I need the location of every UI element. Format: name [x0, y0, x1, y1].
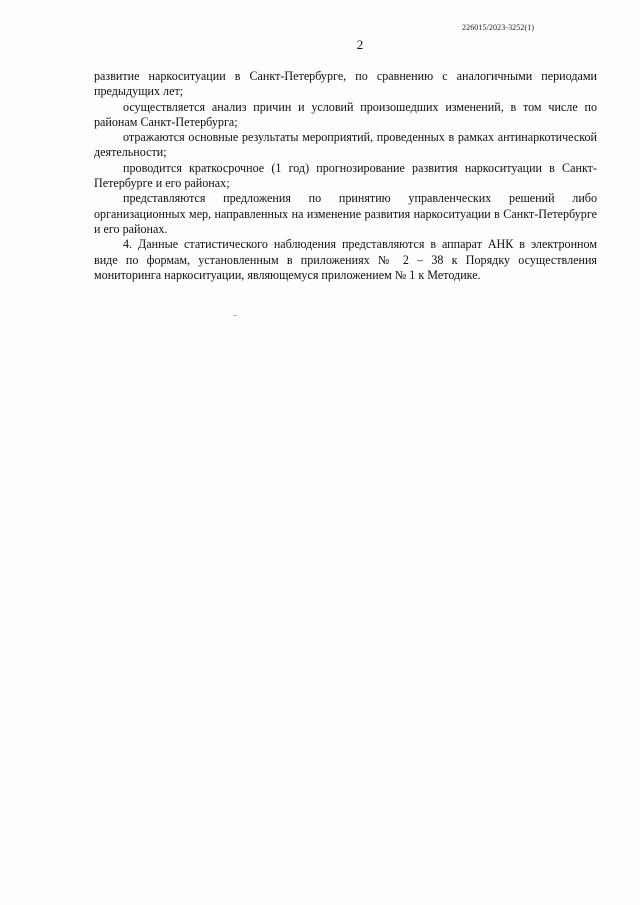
paragraph-analysis-causes: осуществляется анализ причин и условий произошедших изменений, в том числе по районам Санкт-Петербурга; [94, 99, 597, 129]
page-number: 2 [356, 37, 364, 52]
paragraph-statistical-data-item-4: 4. Данные статистического наблюдения представляются в аппарат АНК в электронном виде по формам, установленным в приложениях № 2 – 38 к Порядку осуществления мониторинга наркоситуации, являющемуся приложением № 1 к Методике. [94, 237, 597, 282]
document-registration-number: 226015/2023-3252(1) [462, 23, 535, 32]
paragraph-results-measures: отражаются основные результаты мероприятий, проведенных в рамках антинаркотической деятельности; [94, 130, 597, 160]
paragraph-development-comparison: развитие наркоситуации в Санкт-Петербурге, по сравнению с аналогичными периодами предыдущих лет; [94, 69, 597, 99]
document-body [94, 69, 597, 283]
paragraph-management-proposals: представляются предложения по принятию управленческих решений либо организационных мер, направленных на изменение развития наркоситуации в Санкт-Петербурге и его районах. [94, 191, 597, 236]
scan-speck [233, 315, 237, 316]
paragraph-short-term-forecast: проводится краткосрочное (1 год) прогнозирование развития наркоситуации в Санкт-Петербурге и его районах; [94, 160, 597, 191]
